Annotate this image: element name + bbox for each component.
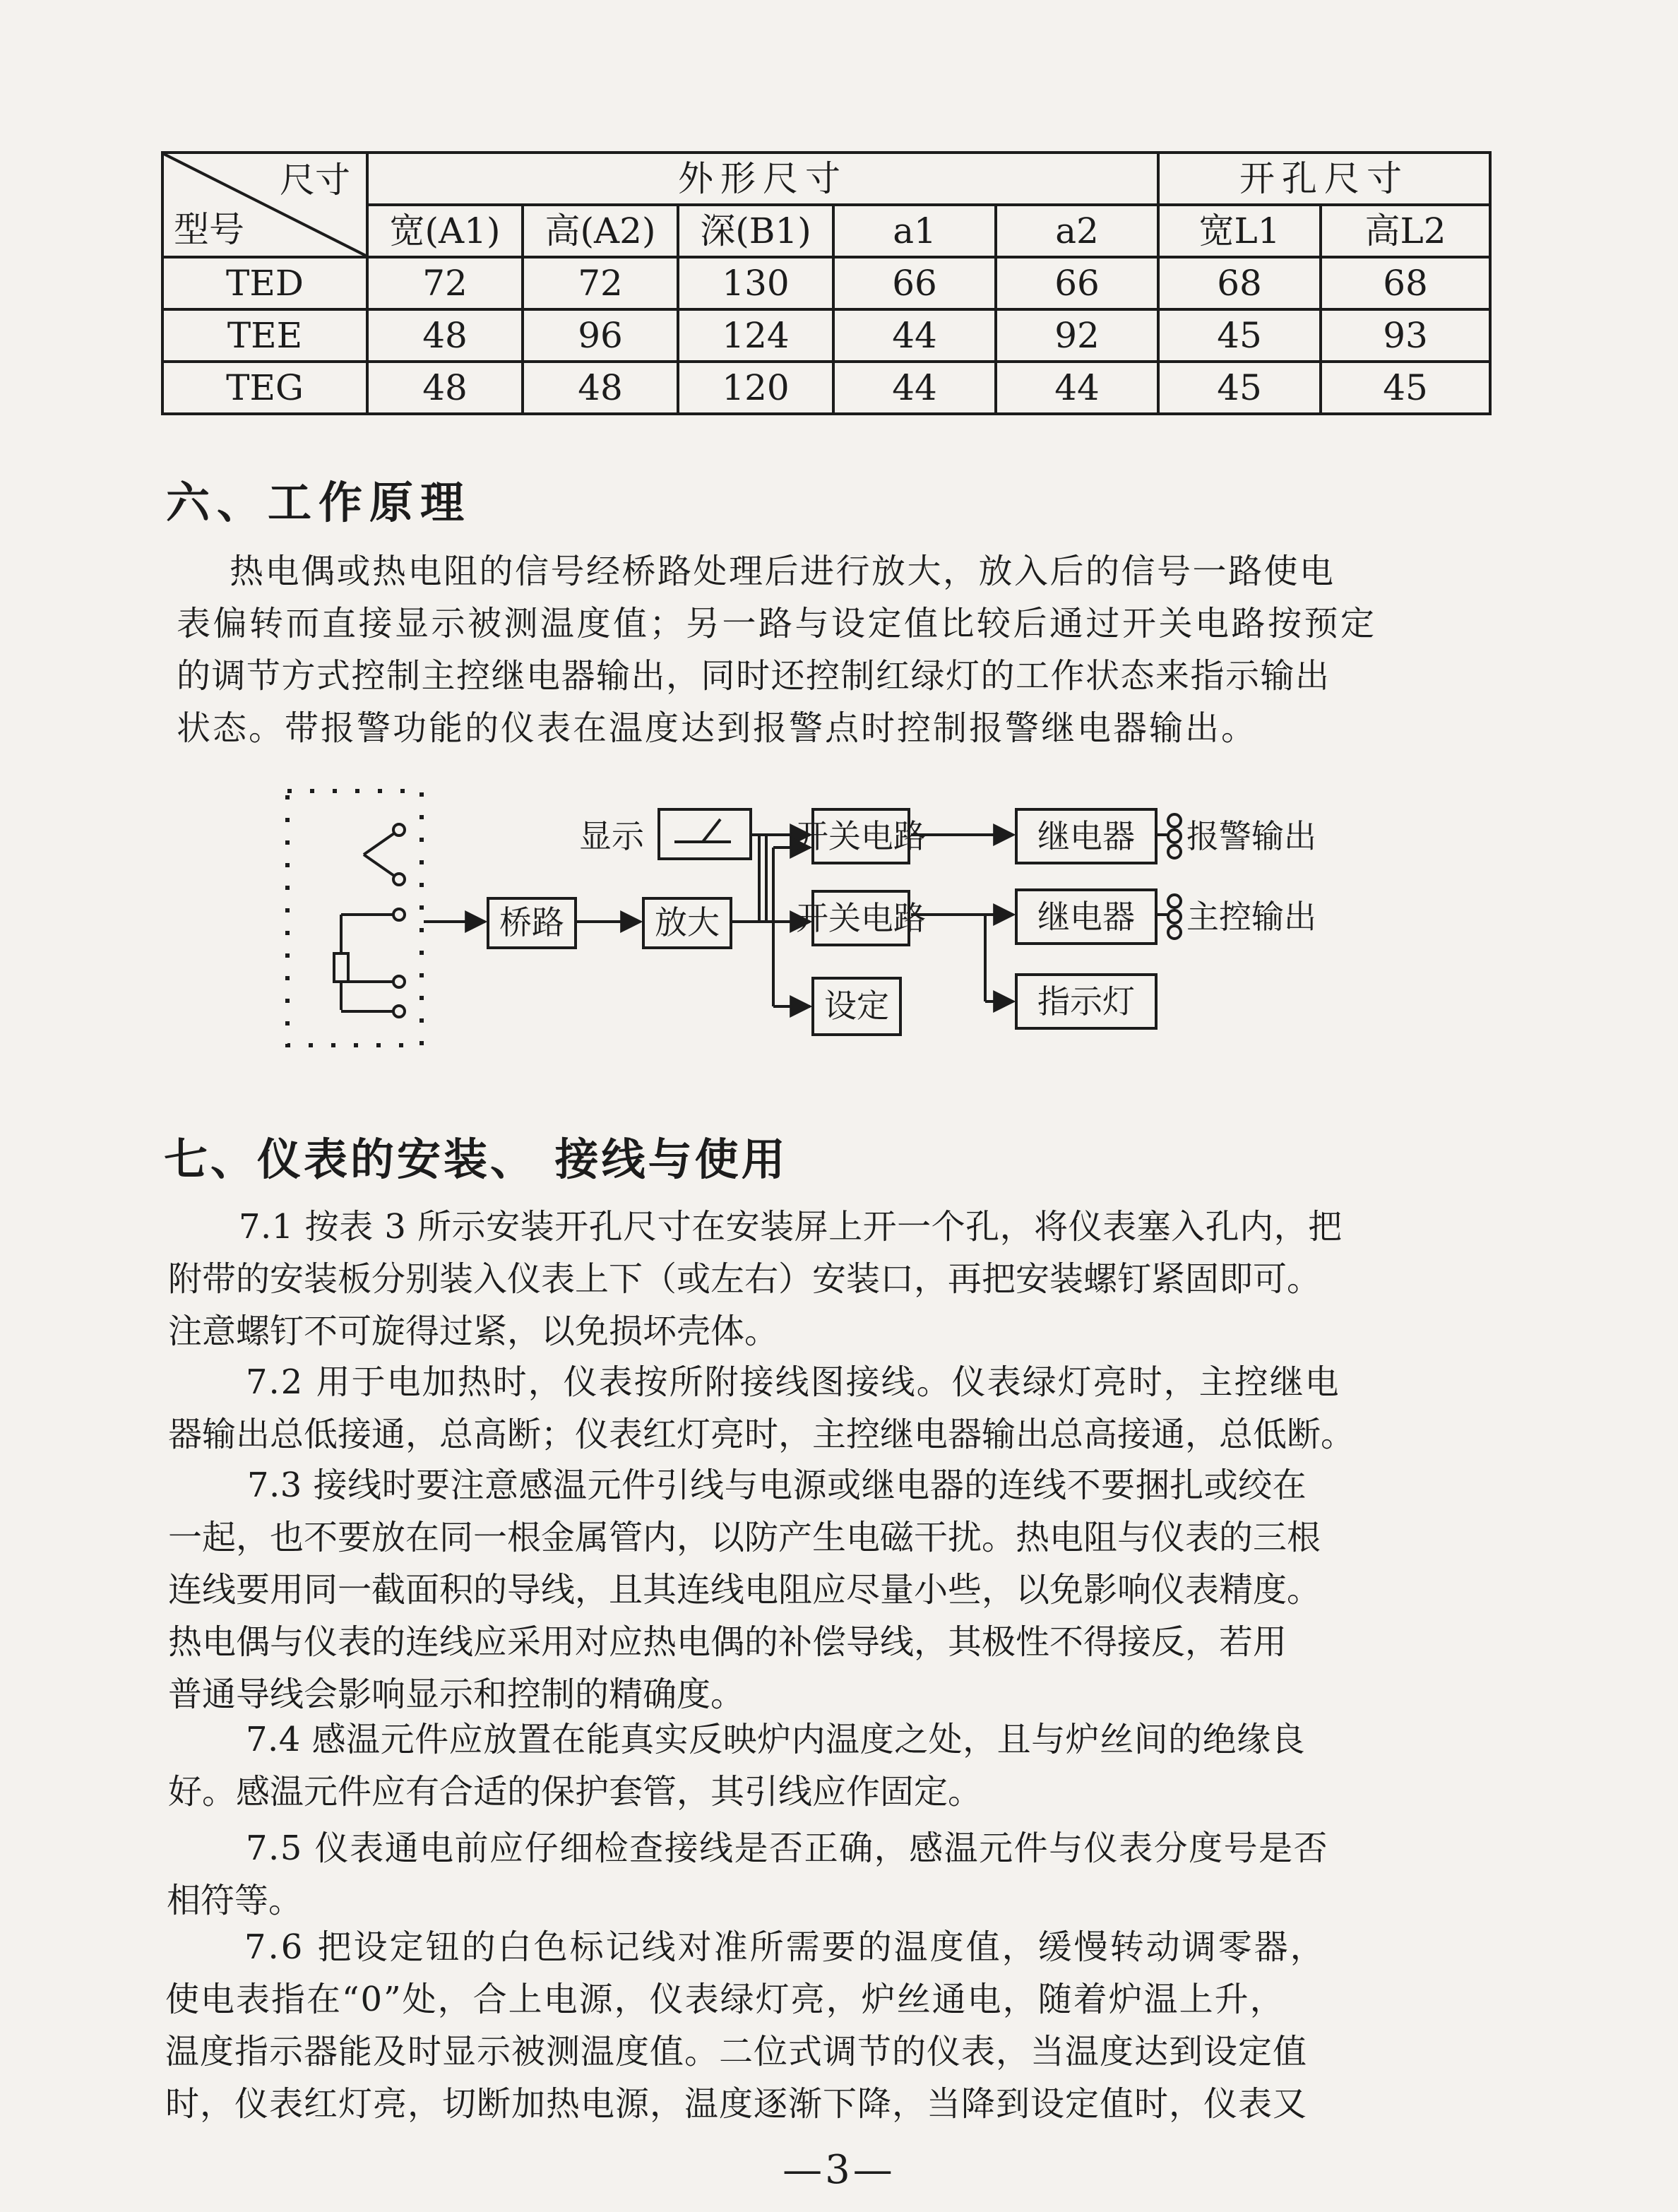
text-line: 状态。带报警功能的仪表在温度达到报警点时控制报警继电器输出。 [177, 708, 1258, 748]
model-cell: TEE [162, 309, 367, 362]
main-output-label: 主控输出 [1186, 898, 1316, 936]
display-meter [659, 809, 751, 859]
column-header: 高(A2) [523, 205, 678, 257]
corner-size-label: 尺寸 [280, 160, 350, 201]
table-cell: 124 [678, 309, 833, 362]
text-line: 温度指示器能及时显示被测温度值。二位式调节的仪表，当温度达到设定值 [165, 2032, 1308, 2071]
text-line: 7.6 把设定钮的白色标记线对准所需要的温度值，缓慢转动调零器， [244, 1927, 1326, 1967]
dimensions-table [161, 151, 1492, 415]
display-label: 显示 [579, 817, 644, 855]
text-line: 附带的安装板分别装入仪表上下（或左右）安装口，再把安装螺钉紧固即可。 [168, 1259, 1321, 1299]
page-number: —3— [783, 2147, 895, 2193]
model-cell: TED [162, 257, 367, 309]
header-outer-dimensions: 外形尺寸 [367, 153, 1158, 205]
table-cell: 72 [367, 257, 523, 309]
table-cell: 72 [523, 257, 678, 309]
column-header: 深(B1) [678, 205, 833, 257]
header-cutout-dimensions: 开孔尺寸 [1158, 153, 1490, 205]
table-cell: 130 [678, 257, 833, 309]
table-cell: 68 [1158, 257, 1321, 309]
switch-circuit-1-block: 开关电路 [796, 817, 926, 855]
column-header: a2 [996, 205, 1158, 257]
table-cell: 48 [523, 362, 678, 414]
corner-model-label: 型号 [174, 209, 244, 250]
text-line: 相符等。 [167, 1881, 303, 1920]
text-line: 7.5 仪表通电前应仔细检查接线是否正确，感温元件与仪表分度号是否 [246, 1829, 1329, 1868]
text-line: 器输出总低接通，总高断；仪表红灯亮时，主控继电器输出总高接通，总低断。 [168, 1415, 1355, 1454]
alarm-output-label: 报警输出 [1186, 817, 1316, 855]
text-line: 注意螺钉不可旋得过紧，以免损坏壳体。 [168, 1312, 779, 1351]
table-cell: 48 [367, 362, 523, 414]
meter-needle-icon [674, 819, 731, 842]
model-cell: TEG [162, 362, 367, 414]
table-cell: 68 [1321, 257, 1490, 309]
text-line: 表偏转而直接显示被测温度值；另一路与设定值比较后通过开关电路按预定 [177, 604, 1377, 643]
text-line: 7.3 接线时要注意感温元件引线与电源或继电器的连线不要捆扎或绞在 [247, 1465, 1307, 1505]
table-corner-cell [162, 153, 367, 257]
column-header: a1 [833, 205, 996, 257]
table-cell: 48 [367, 309, 523, 362]
table-row [162, 257, 1490, 309]
text-line: 时，仪表红灯亮，切断加热电源，温度逐渐下降，当降到设定值时，仪表又 [165, 2084, 1308, 2124]
table-cell: 93 [1321, 309, 1490, 362]
text-line: 一起，也不要放在同一根金属管内，以防产生电磁干扰。热电阻与仪表的三根 [168, 1518, 1321, 1557]
column-header: 宽(A1) [367, 205, 523, 257]
sensor-symbol [334, 824, 405, 1017]
table-cell: 45 [1321, 362, 1490, 414]
table-row [162, 362, 1490, 414]
text-line: 7.2 用于电加热时，仪表按所附接线图接线。仪表绿灯亮时，主控继电 [246, 1362, 1340, 1402]
table-cell: 44 [996, 362, 1158, 414]
table-cell: 66 [833, 257, 996, 309]
text-line: 热电偶与仪表的连线应采用对应热电偶的补偿导线，其极性不得接反，若用 [168, 1622, 1287, 1662]
table-cell: 96 [523, 309, 678, 362]
section-6-heading: 六、工作原理 [166, 477, 472, 528]
relay-2-block: 继电器 [1037, 898, 1135, 936]
table-row [162, 309, 1490, 362]
working-principle-diagram [279, 777, 1409, 1059]
setpoint-block: 设定 [824, 987, 889, 1025]
text-line: 热电偶或热电阻的信号经桥路处理后进行放大，放入后的信号一路使电 [230, 552, 1335, 591]
text-line: 好。感温元件应有合适的保护套管，其引线应作固定。 [168, 1772, 982, 1812]
table-cell: 66 [996, 257, 1158, 309]
section-7-heading: 七、仪表的安装、 接线与使用 [164, 1134, 788, 1185]
text-line: 普通导线会影响显示和控制的精确度。 [168, 1675, 745, 1714]
text-line: 使电表指在“0”处，合上电源，仪表绿灯亮，炉丝通电，随着炉温上升， [165, 1980, 1285, 2019]
relay-1-block: 继电器 [1037, 817, 1135, 855]
table-cell: 120 [678, 362, 833, 414]
table-cell: 44 [833, 362, 996, 414]
table-cell: 44 [833, 309, 996, 362]
bridge-block: 桥路 [499, 903, 564, 941]
text-line: 7.1 按表 3 所示安装开孔尺寸在安装屏上开一个孔，将仪表塞入孔内，把 [239, 1207, 1343, 1247]
text-line: 7.4 感温元件应放置在能真实反映炉内温度之处，且与炉丝间的绝缘良 [246, 1720, 1306, 1759]
table-cell: 45 [1158, 362, 1321, 414]
switch-circuit-2-block: 开关电路 [796, 899, 926, 937]
indicator-lamp-block: 指示灯 [1037, 982, 1135, 1021]
text-line: 的调节方式控制主控继电器输出，同时还控制红绿灯的工作状态来指示输出 [177, 656, 1331, 696]
table-cell: 45 [1158, 309, 1321, 362]
output-terminal-icons [1168, 814, 1181, 939]
column-header: 高L2 [1321, 205, 1490, 257]
column-header: 宽L1 [1158, 205, 1321, 257]
amplifier-block: 放大 [655, 903, 720, 941]
text-line: 连线要用同一截面积的导线，且其连线电阻应尽量小些，以免影响仪表精度。 [168, 1570, 1321, 1610]
table-cell: 92 [996, 309, 1158, 362]
